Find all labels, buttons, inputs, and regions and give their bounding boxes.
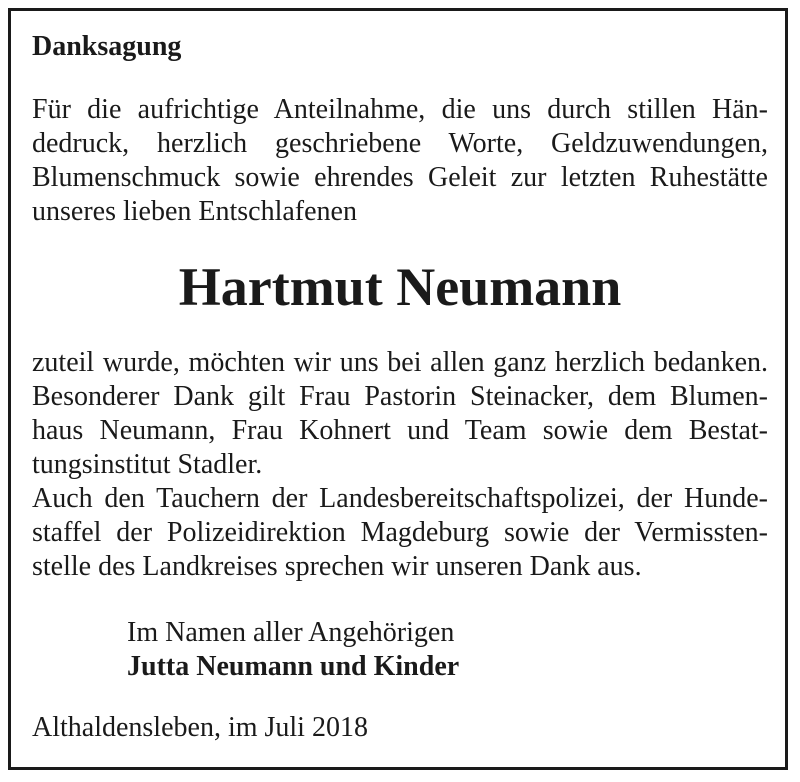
notice-heading: Danksagung [32, 31, 182, 62]
intro-line: dedruck, herzlich geschriebene Worte, Geldzuwendungen, [32, 128, 768, 159]
body-line: haus Neumann, Frau Kohnert und Team sowie dem Bestat- [32, 415, 768, 446]
body-line: zuteil wurde, möchten wir uns bei allen ganz herzlich bedanken. [32, 347, 768, 378]
body-line: tungsinstitut Stadler. [32, 449, 263, 480]
body-line: staffel der Polizeidirektion Magdeburg sowie der Vermissten- [32, 517, 768, 548]
deceased-name: Hartmut Neumann [178, 257, 622, 317]
intro-line: unseres lieben Entschlafenen [32, 196, 357, 227]
body-line: Besonderer Dank gilt Frau Pastorin Steinacker, dem Blumen- [32, 381, 768, 412]
body-line: Auch den Tauchern der Landesbereitschaftspolizei, der Hunde- [32, 483, 768, 514]
signature-names: Jutta Neumann und Kinder [127, 651, 460, 682]
intro-line: Für die aufrichtige Anteilnahme, die uns durch stillen Hän- [32, 94, 768, 125]
body-line: stelle des Landkreises sprechen wir unseren Dank aus. [32, 551, 642, 582]
intro-line: Blumenschmuck sowie ehrendes Geleit zur letzten Ruhestätte [32, 162, 768, 193]
signature-intro: Im Namen aller Angehörigen [127, 617, 455, 648]
place-date: Althaldensleben, im Juli 2018 [32, 712, 368, 743]
